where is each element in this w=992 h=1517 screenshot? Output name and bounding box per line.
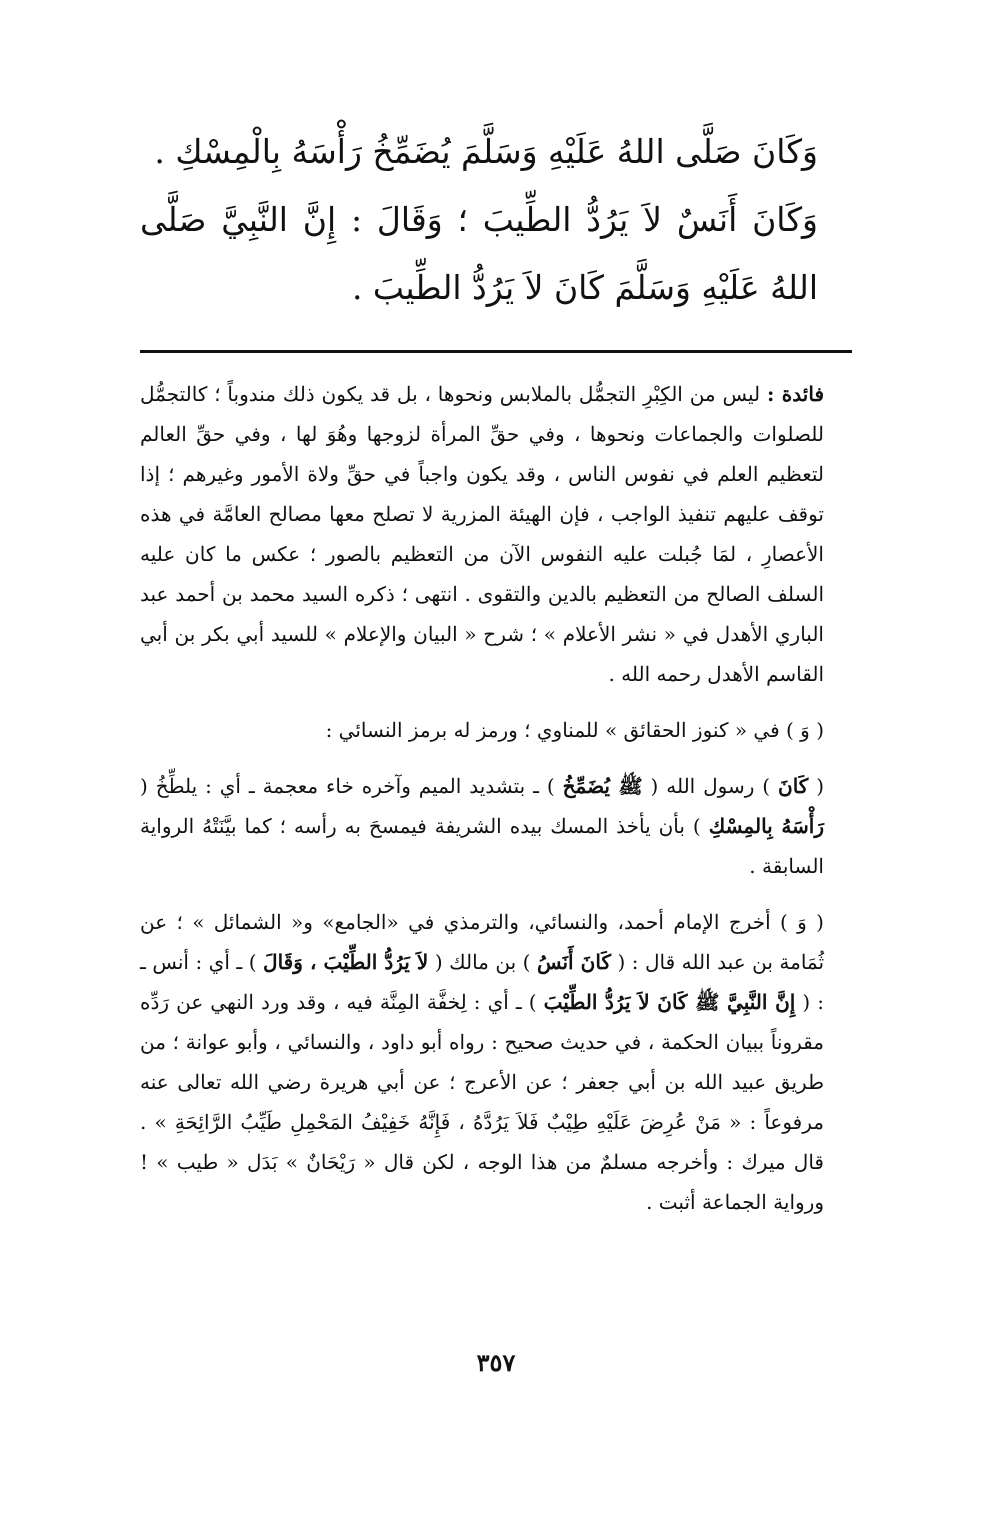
main-text-line-1: وَكَانَ صَلَّى اللهُ عَلَيْهِ وَسَلَّمَ يُضَمِّخُ رَأْسَهُ بِالْمِسْكِ . (154, 132, 818, 171)
text-run: ) بأن يأخذ المسك بيده الشريفة فيمسحَ به رأسه ؛ كما بيَّنَتْهُ الرواية السابقة . (140, 814, 824, 878)
page-number: ٣٥٧ (476, 1348, 516, 1377)
text-run: ( وَ ) أخرج الإمام أحمد، والنسائي، والترمذي في «الجامع» و« الشمائل » ؛ عن ثُمَامة بن عبد الله قال : ( (140, 910, 825, 974)
quoted-text: ﷺ يُضَمِّخُ (562, 774, 643, 798)
quoted-text: كَانَ أَنَسُ (536, 950, 611, 974)
commentary-paragraph-3 (140, 766, 852, 886)
main-text-line-2: وَكَانَ أَنَسٌ لاَ يَرُدُّ الطِّيبَ ؛ وَقَالَ : إِنَّ النَّبِيَّ صَلَّى اللهُ عَلَيْهِ وَسَلَّمَ كَانَ لاَ يَرُدُّ الطِّيبَ . (140, 200, 818, 307)
text-run: ) ـ بتشديد الميم وآخره خاء معجمة ـ أي : يلطِّخُ ( (140, 774, 555, 798)
text-run: ) ـ أي : أنس ـ : ( (140, 950, 825, 1014)
commentary-paragraph-2: ( وَ ) في « كنوز الحقائق » للمناوي ؛ ورمز له برمز النسائي : (325, 718, 824, 742)
text-run: ( (816, 774, 825, 798)
quoted-text: رَأْسَهُ بِالمِسْكِ (708, 814, 825, 838)
quoted-text: إِنَّ النَّبِيَّ ﷺ كَانَ لاَ يَرُدُّ الطِّيْبَ (543, 990, 796, 1014)
text-run: ) بن مالك ( (434, 950, 531, 974)
note-lead: فائدة : (766, 382, 825, 406)
commentary (140, 374, 852, 1238)
quoted-text: كَانَ (778, 774, 809, 798)
main-text (140, 118, 852, 322)
text-run: ) رسول الله ( (650, 774, 771, 798)
footnote-divider (140, 350, 852, 353)
text-run: ) ـ أي : لِخفَّة المِنَّة فيه ، وقد ورد النهي عن رَدِّه مقروناً ببيان الحكمة ، في حديث صحيح : رواه أبو داود ، والنسائي ، وأبو عوانة ؛ من طريق عبيد الله بن أبي جعفر ؛ عن الأعرج ؛ عن أبي هريرة رضي الله تعالى عنه مرفوعاً : « مَنْ عُرِضَ عَلَيْهِ طِيْبٌ فَلاَ يَرُدَّهُ ، فَإِنَّهُ خَفِيْفُ المَحْمِلِ طَيِّبُ الرَّائِحَةِ » . قال ميرك : وأخرجه مسلمٌ من هذا الوجه ، لكن قال « رَيْحَانٌ » بَدَل « طيب » ! ورواية الجماعة أثبت . (140, 990, 824, 1214)
commentary-paragraph-1 (140, 374, 852, 694)
commentary-paragraph-4 (140, 902, 852, 1222)
note-text: ليس من الكِبْرِ التجمُّل بالملابس ونحوها ، بل قد يكون ذلك مندوباً ؛ كالتجمُّل للصلوات والجماعات ونحوها ، وفي حقِّ المرأة لزوجها وهُوَ لها ، وفي حقِّ العالم لتعظيم العلم في نفوس الناس ، وقد يكون واجباً في حقِّ ولاة الأمور وغيرهم ؛ إذا توقف عليهم تنفيذ الواجب ، فإن الهيئة المزرية لا تصلح معها مصالح العامَّة في هذه الأعصارِ ، لمَا جُبلت عليه النفوس الآن من التعظيم بالصور ؛ عكس ما كان عليه السلف الصالح من التعظيم بالدين والتقوى . انتهى ؛ ذكره السيد محمد بن أحمد عبد الباري الأهدل في « نشر الأعلام » ؛ شرح « البيان والإعلام » للسيد أبي بكر بن أبي القاسم الأهدل رحمه الله . (140, 382, 824, 686)
quoted-text: لاَ يَرُدُّ الطِّيْبَ ، وَقَالَ (263, 950, 429, 974)
